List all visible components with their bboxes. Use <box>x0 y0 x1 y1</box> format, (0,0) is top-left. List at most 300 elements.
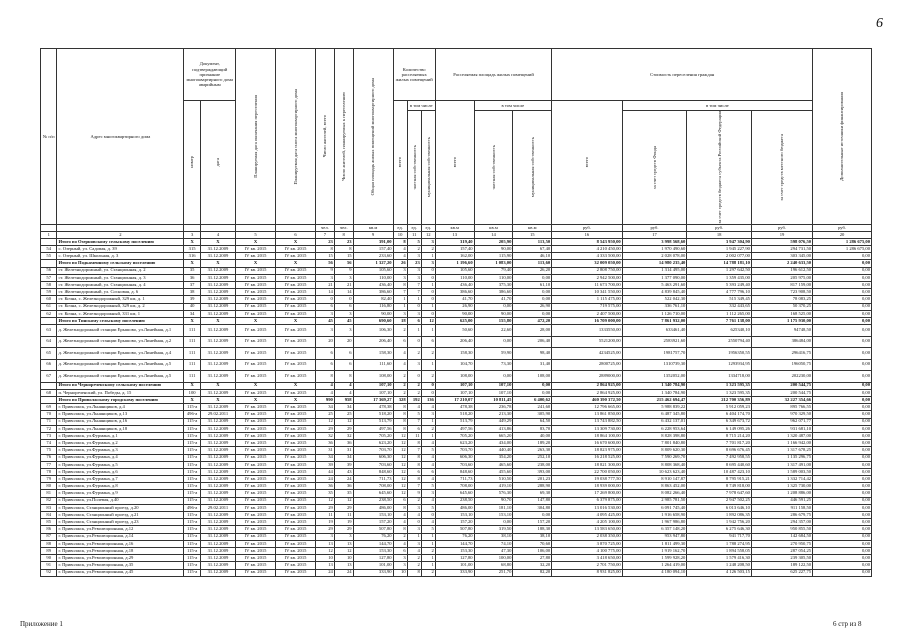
table-cell: 6 400,62 <box>513 397 552 404</box>
table-cell: 29 <box>334 504 353 511</box>
table-cell: 24 <box>334 569 353 576</box>
table-cell: 2 038 350,00 <box>552 533 623 540</box>
table-row <box>41 418 872 425</box>
table-cell: IV кв. 2015 <box>236 296 276 303</box>
table-cell: 115-а <box>184 497 200 504</box>
header-area-incl: в том числе <box>474 101 552 111</box>
table-cell: 1 248 208,50 <box>687 562 752 569</box>
table-cell: 68,80 <box>474 562 513 569</box>
table-cell: 12 <box>393 490 407 497</box>
table-cell: 59,90 <box>474 348 513 360</box>
table-cell: 56 <box>334 260 353 267</box>
table-cell: 5 988 839,22 <box>622 404 687 411</box>
table-cell: 31.12.2009 <box>200 540 235 547</box>
table-cell: 26,90 <box>435 303 474 310</box>
table-row <box>41 310 872 317</box>
table-cell: 7 761 138,00 <box>687 317 752 324</box>
table-cell: 703,60 <box>435 461 474 468</box>
table-cell: 513,79 <box>353 418 393 425</box>
table-cell: 78 <box>41 468 57 475</box>
table-cell: 9 <box>316 267 335 274</box>
table-cell: IV кв. 2015 <box>276 476 316 483</box>
table-row <box>41 562 872 569</box>
table-cell: 18 <box>393 317 407 324</box>
table-cell: 1 286 675,00 <box>813 238 872 245</box>
table-cell: 111 <box>184 348 200 360</box>
unit-cell: руб. <box>751 224 812 231</box>
table-cell: 58 <box>41 282 57 289</box>
table-cell: 107,10 <box>353 382 393 389</box>
table-cell: 2 407 500,00 <box>552 310 623 317</box>
table-cell: 54 <box>41 246 57 253</box>
table-cell: IV кв. 2015 <box>276 348 316 360</box>
table-cell: X <box>184 382 200 389</box>
table-cell: 0,00 <box>813 260 872 267</box>
table-cell: 7 978 647,60 <box>687 490 752 497</box>
table-cell: 0,00 <box>813 454 872 461</box>
table-cell: 12 <box>421 317 435 324</box>
table-cell: X <box>276 317 316 324</box>
table-cell: 5 463 291,60 <box>622 282 687 289</box>
table-cell: 107,10 <box>435 382 474 389</box>
table-cell: 0,00 <box>813 289 872 296</box>
table-cell: 486,00 <box>435 504 474 511</box>
table-cell: 39 <box>316 461 335 468</box>
table-cell: 465,60 <box>474 461 513 468</box>
table-cell: 31.12.2009 <box>200 461 235 468</box>
table-cell: 14 <box>334 289 353 296</box>
table-cell: 73,30 <box>474 359 513 371</box>
table-row <box>41 348 872 360</box>
table-cell: 106,00 <box>513 547 552 554</box>
table-cell: IV кв. 2015 <box>236 440 276 447</box>
table-cell: 213,30 <box>474 411 513 418</box>
address-cell: Итого по Чернореченскому сельскому поселению <box>57 382 184 389</box>
table-cell: 606,30 <box>435 454 474 461</box>
table-cell: IV кв. 2015 <box>276 325 316 337</box>
header-extra: Дополнительные источники финансирования <box>813 49 872 225</box>
header-cost-group: Стоимость переселения граждан <box>552 49 813 101</box>
table-cell: 0,00 <box>813 476 872 483</box>
table-cell: IV кв. 2015 <box>276 569 316 576</box>
table-cell: 296416,75 <box>751 348 812 360</box>
table-cell: 57 <box>41 274 57 281</box>
table-cell: 1 175 930,00 <box>751 317 812 324</box>
table-cell: 625 227,75 <box>751 569 812 576</box>
column-number-cell: 18 <box>687 231 752 238</box>
table-cell: 0,00 <box>813 336 872 348</box>
table-cell: 67 <box>41 371 57 383</box>
table-cell: 25 <box>316 411 335 418</box>
table-cell: 127,80 <box>353 555 393 562</box>
table-cell: 2 002 077,00 <box>687 253 752 260</box>
table-cell: 598 076,50 <box>751 238 812 245</box>
table-cell: 4 095 425,00 <box>552 512 623 519</box>
table-cell: IV кв. 2015 <box>276 411 316 418</box>
table-cell: 27,80 <box>513 555 552 562</box>
table-cell: 8 809 620,30 <box>622 447 687 454</box>
table-cell: 34 <box>316 454 335 461</box>
table-cell: 1 <box>421 540 435 547</box>
unit-cell: руб. <box>622 224 687 231</box>
table-cell: 0,00 <box>813 310 872 317</box>
table-cell: 703,70 <box>435 447 474 454</box>
table-cell: 31.12.2009 <box>200 526 235 533</box>
table-cell: 38 <box>184 289 200 296</box>
table-cell: 115-а <box>184 562 200 569</box>
table-cell: 0,00 <box>813 447 872 454</box>
table-cell: 2 <box>421 547 435 554</box>
table-cell: 8 <box>407 461 421 468</box>
table-row <box>41 359 872 371</box>
table-cell: 20 <box>316 336 335 348</box>
table-cell: 3 870 725,00 <box>552 540 623 547</box>
column-number-cell: 17 <box>622 231 687 238</box>
table-cell: 70 <box>41 411 57 418</box>
table-cell: 1 <box>421 418 435 425</box>
table-cell: 0 <box>407 336 421 348</box>
table-cell: 4 <box>421 476 435 483</box>
table-cell: 3 947 304,90 <box>687 238 752 245</box>
table-cell: 20 <box>334 336 353 348</box>
table-cell: 1 970 490,60 <box>622 246 687 253</box>
table-cell: 31.12.2009 <box>200 253 235 260</box>
table-cell: X <box>200 397 235 404</box>
table-row <box>41 411 872 418</box>
table-cell: 24 <box>334 476 353 483</box>
unit-cell: руб. <box>687 224 752 231</box>
table-cell: 270 950,75 <box>751 540 812 547</box>
table-cell <box>41 260 57 267</box>
column-number-cell: 20 <box>813 231 872 238</box>
table-cell: 0,00 <box>513 289 552 296</box>
table-cell: 34 <box>334 454 353 461</box>
table-cell: 576,30 <box>474 490 513 497</box>
table-cell: IV кв. 2015 <box>276 404 316 411</box>
table-cell: 37 <box>184 282 200 289</box>
table-cell: 2 <box>407 246 421 253</box>
table-cell: 75 <box>41 447 57 454</box>
table-cell: 31.12.2009 <box>200 483 235 490</box>
table-cell: IV кв. 2015 <box>236 526 276 533</box>
table-cell: 13 <box>316 562 335 569</box>
table-cell: IV кв. 2015 <box>236 562 276 569</box>
address-cell: г. Приволжск, ул.Революционная, д.29 <box>57 555 184 562</box>
unit-cell: руб. <box>813 224 872 231</box>
table-cell: 14 <box>316 289 335 296</box>
table-cell: 3 <box>393 555 407 562</box>
table-cell: 1 589 003,50 <box>751 468 812 475</box>
table-cell: 5 <box>407 411 421 418</box>
header-count-municipal: муниципальная собственность <box>421 111 435 225</box>
table-cell: 4 <box>334 382 353 389</box>
table-cell: 0,00 <box>813 425 872 432</box>
table-cell: 153,10 <box>435 512 474 519</box>
table-cell: 1 894 558,05 <box>687 547 752 554</box>
address-cell: г. Приволжск, ул.Полевая, д.40 <box>57 497 184 504</box>
table-cell: 31.12.2009 <box>200 490 235 497</box>
table-cell: 0,00 <box>813 382 872 389</box>
table-cell: 7 <box>407 289 421 296</box>
table-row <box>41 476 872 483</box>
table-cell: 4 180 094,10 <box>622 569 687 576</box>
table-cell: 0 <box>407 303 421 310</box>
table-cell: 106,30 <box>353 325 393 337</box>
table-cell: 0 <box>421 512 435 519</box>
table-cell: 497,56 <box>353 425 393 432</box>
table-cell: 157,20 <box>513 519 552 526</box>
table-cell: IV кв. 2015 <box>236 303 276 310</box>
table-cell: 7 <box>393 289 407 296</box>
table-cell: IV кв. 2015 <box>276 303 316 310</box>
address-cell: Итого по Подкаменному сельскому поселению <box>57 260 184 267</box>
table-cell: IV кв. 2015 <box>236 519 276 526</box>
table-cell: 6 <box>316 348 335 360</box>
table-cell: 11 <box>334 512 353 519</box>
table-cell: IV кв. 2015 <box>236 359 276 371</box>
table-cell: 5 393 249,40 <box>687 282 752 289</box>
table-cell: 67,40 <box>513 246 552 253</box>
table-row <box>41 267 872 274</box>
table-cell: 10 <box>316 555 335 562</box>
table-cell: 31.12.2009 <box>200 274 235 281</box>
table-cell: 319,50 <box>474 526 513 533</box>
table-cell: 31.12.2009 <box>200 547 235 554</box>
table-cell: 990 <box>316 397 335 404</box>
table-cell: 9 <box>334 267 353 274</box>
table-row <box>41 526 872 533</box>
table-cell: 1 320 487,00 <box>751 432 812 439</box>
address-cell: ст. Кочна, с. Железнодорожный, 329 км, д. 2 <box>57 303 184 310</box>
table-cell: 6 091 745,40 <box>622 504 687 511</box>
table-cell: 518,20 <box>435 411 474 418</box>
table-cell: 1293934,95 <box>687 359 752 371</box>
table-cell: 111 <box>184 336 200 348</box>
table-cell: 0 <box>407 519 421 526</box>
table-cell: 8 828 398,80 <box>622 432 687 439</box>
table-cell: 2 <box>421 348 435 360</box>
table-cell: 723 908,50 <box>751 289 812 296</box>
table-cell: 31.12.2009 <box>200 454 235 461</box>
unit-cell: руб. <box>552 224 623 231</box>
table-cell: 239 305,50 <box>751 555 812 562</box>
table-cell: 157,20 <box>353 519 393 526</box>
table-cell: 107,10 <box>353 389 393 396</box>
table-cell: 24 <box>316 569 335 576</box>
header-plan-end: Планируемая дата окончания переселения <box>236 49 276 225</box>
table-cell: 817 159,00 <box>751 282 812 289</box>
table-cell: 2 942 500,00 <box>552 274 623 281</box>
table-cell: 1334718,00 <box>687 371 752 383</box>
table-cell: 1 325 730,00 <box>751 483 812 490</box>
table-cell: 3 <box>334 325 353 337</box>
table-cell: IV кв. 2015 <box>236 246 276 253</box>
table-cell: IV кв. 2015 <box>236 490 276 497</box>
table-cell: 391,00 <box>353 238 393 245</box>
unit-cell: ед. <box>421 224 435 231</box>
table-cell: 449,29 <box>474 418 513 425</box>
table-cell: X <box>184 317 200 324</box>
table-cell: 238,50 <box>435 497 474 504</box>
table-cell: 4 333 500,00 <box>552 253 623 260</box>
units-row <box>41 224 872 231</box>
table-row <box>41 504 872 511</box>
column-number-cell: 1 <box>41 231 57 238</box>
table-cell: 168 525,00 <box>751 310 812 317</box>
table-cell: 606,30 <box>353 454 393 461</box>
table-cell: 3 <box>393 310 407 317</box>
table-cell: 288,90 <box>513 483 552 490</box>
table-cell: 101,00 <box>435 562 474 569</box>
address-cell: д. Железнодорожной станции Ерышово, ул.Линейная, д.5 <box>57 371 184 383</box>
table-cell: 1 083,00 <box>474 260 513 267</box>
table-cell: 1956350,55 <box>687 348 752 360</box>
table-cell: 703,60 <box>353 461 393 468</box>
table-cell: 8 808 368,40 <box>622 461 687 468</box>
address-cell: г. Приволжск, ул.Фурмана, д.5 <box>57 461 184 468</box>
table-cell: 386,60 <box>474 289 513 296</box>
table-cell: 200 544,75 <box>751 389 812 396</box>
table-cell: 6 <box>393 336 407 348</box>
table-cell: 0 <box>334 296 353 303</box>
table-cell: 10 487 423,10 <box>687 468 752 475</box>
table-cell: 153,30 <box>353 547 393 554</box>
table-cell: 31.12.2009 <box>200 512 235 519</box>
table-cell: IV кв. 2015 <box>236 267 276 274</box>
table-cell: 2 <box>393 382 407 389</box>
table-cell <box>41 382 57 389</box>
table-cell: 6 487 345,80 <box>622 411 687 418</box>
table-cell: IV кв. 2015 <box>236 497 276 504</box>
table-cell: 82 <box>41 497 57 504</box>
table-cell: IV кв. 2015 <box>276 389 316 396</box>
table-cell: X <box>276 382 316 389</box>
table-cell: 238,00 <box>513 461 552 468</box>
table-cell: 12 <box>334 497 353 504</box>
table-cell: 3 <box>316 325 335 337</box>
table-cell: 6 <box>407 468 421 475</box>
table-cell: 101,00 <box>353 562 393 569</box>
table-cell: 31.12.2009 <box>200 359 235 371</box>
header-doc-date: дата <box>200 101 235 225</box>
table-cell: 0,00 <box>813 504 872 511</box>
table-cell: 14 980 235,40 <box>622 260 687 267</box>
table-cell: 196 612,50 <box>751 267 812 274</box>
table-cell: 115-а <box>184 483 200 490</box>
table-cell: 1 359 435,00 <box>687 274 752 281</box>
table-cell: 10 <box>334 555 353 562</box>
address-cell: г. Приволжск, ул.Фурмана, д.7 <box>57 476 184 483</box>
table-cell: 31.12.2009 <box>200 267 235 274</box>
table-cell: 86 <box>41 526 57 533</box>
table-cell: 8 931 825,00 <box>552 569 623 576</box>
table-cell: 115-а <box>184 461 200 468</box>
table-cell: 115-а <box>184 404 200 411</box>
table-cell: 31.12.2009 <box>200 447 235 454</box>
table-cell: X <box>236 260 276 267</box>
table-cell: 8 <box>393 526 407 533</box>
table-cell: 157,40 <box>435 246 474 253</box>
table-cell: IV кв. 2015 <box>276 282 316 289</box>
table-cell: 108,00 <box>353 371 393 383</box>
table-cell: 478,38 <box>435 404 474 411</box>
address-cell: с. Озерный, ул. Садовая, д. 39 <box>57 246 184 253</box>
table-cell: 0 <box>316 296 335 303</box>
table-row <box>41 425 872 432</box>
table-cell: 35 <box>316 490 335 497</box>
table-cell: 100 <box>184 389 200 396</box>
table-cell: 6 <box>334 359 353 371</box>
column-number-cell: 14 <box>474 231 513 238</box>
table-cell: 8 <box>393 425 407 432</box>
table-cell: 79,40 <box>474 267 513 274</box>
table-cell: 32 <box>334 432 353 439</box>
table-cell: 7 <box>407 282 421 289</box>
table-cell: 251,70 <box>474 569 513 576</box>
table-cell: 2 <box>421 425 435 432</box>
table-cell: 205,90 <box>474 238 513 245</box>
header-address: Адрес многоквартирного дома <box>57 49 184 225</box>
table-cell: 1 377 090,00 <box>622 274 687 281</box>
table-cell: 83,70 <box>513 425 552 432</box>
table-cell: 11 673 700,00 <box>552 282 623 289</box>
table-cell: 12 <box>334 418 353 425</box>
table-cell: 0,00 <box>513 310 552 317</box>
table-cell: 0,00 <box>813 490 872 497</box>
table-cell: 43 <box>334 468 353 475</box>
table-cell: 46,10 <box>513 253 552 260</box>
table-cell: 455,60 <box>474 468 513 475</box>
footer-page-count: 6 стр из 8 <box>833 620 862 628</box>
table-cell: X <box>236 238 276 245</box>
table-cell: 29 <box>316 504 335 511</box>
table-cell: 61 <box>41 303 57 310</box>
table-cell: 12 <box>393 454 407 461</box>
table-cell: 9 <box>407 490 421 497</box>
table-cell: 2 <box>393 371 407 383</box>
table-cell: 1 112 265,00 <box>687 310 752 317</box>
table-cell: 115,90 <box>474 253 513 260</box>
table-cell: 2 701 750,00 <box>552 562 623 569</box>
table-cell: 25 <box>334 411 353 418</box>
table-cell: 84 <box>41 512 57 519</box>
table-cell: 28,00 <box>513 325 552 337</box>
table-cell: 26,90 <box>513 303 552 310</box>
table-cell: 623,20 <box>353 440 393 447</box>
table-cell: 5 <box>421 526 435 533</box>
table-cell: 35 <box>184 267 200 274</box>
table-cell: 78 083,25 <box>751 296 812 303</box>
table-cell: 8 <box>334 246 353 253</box>
table-cell: 5 912 059,23 <box>687 404 752 411</box>
table-cell <box>41 238 57 245</box>
table-cell: 4 <box>421 519 435 526</box>
table-cell: 40 <box>184 303 200 310</box>
table-cell: 6 228 953,64 <box>622 425 687 432</box>
header-cost-all: всего <box>552 101 623 225</box>
table-cell: 2 <box>407 497 421 504</box>
table-row <box>41 371 872 383</box>
table-cell: 393,00 <box>513 468 552 475</box>
table-cell: 6 432 137,01 <box>622 418 687 425</box>
table-cell: 7 492 958,55 <box>687 454 752 461</box>
column-number-cell: 7 <box>316 231 335 238</box>
table-cell: 113,60 <box>513 260 552 267</box>
table-cell: 8 695 440,60 <box>687 461 752 468</box>
table-cell: 32 009 050,00 <box>552 260 623 267</box>
table-cell: 1 <box>421 359 435 371</box>
table-cell: 29 <box>316 425 335 432</box>
